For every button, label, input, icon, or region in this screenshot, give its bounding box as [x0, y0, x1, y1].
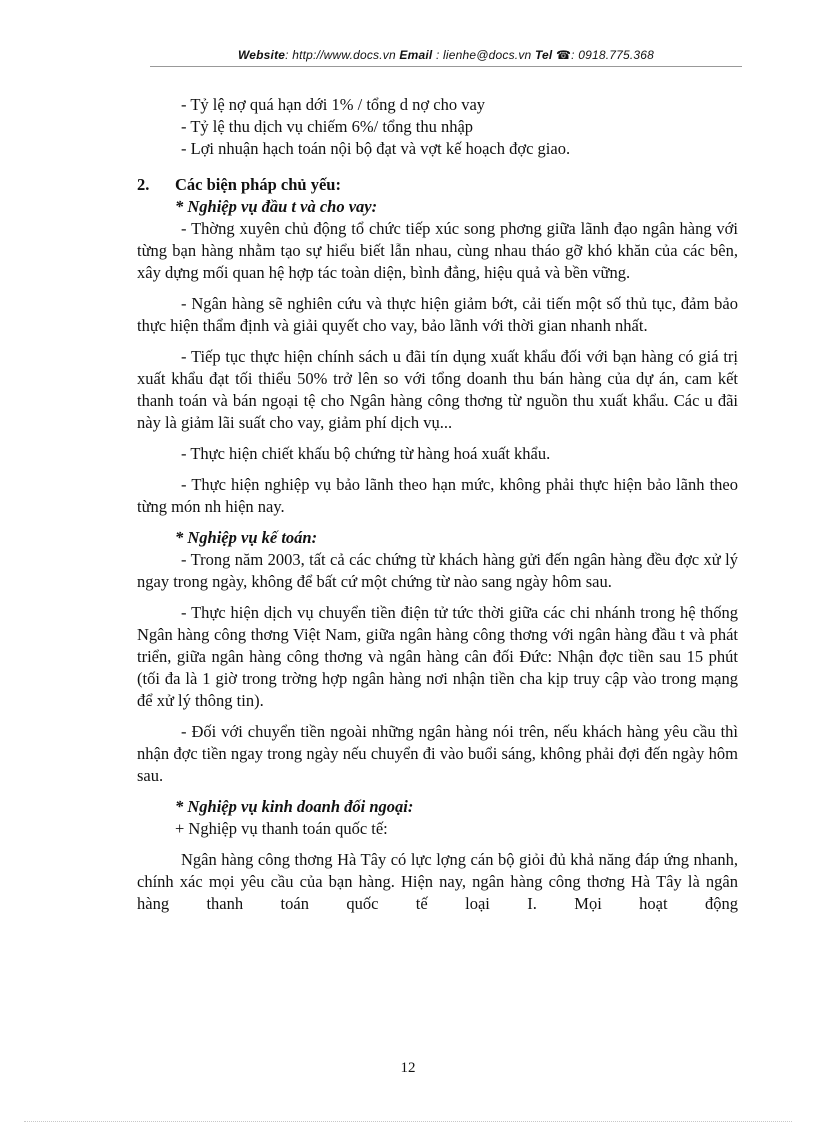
- page-number: 12: [400, 1060, 416, 1076]
- paragraph: - Tiếp tục thực hiện chính sách u đãi tín dụng xuất khẩu đối với bạn hàng có giá trị xuất khẩu đạt tối thiểu 50% trở lên so với tổng doanh thu bán hàng của dự án, cam kết thanh toán và bán ngoại tệ cho Ngân hàng công thơng từ nguồn thu xuất khẩu. Các u đãi này là giảm lãi suất cho vay, giảm phí dịch vụ...: [137, 347, 738, 432]
- subheading-foreign-business: * Nghiệp vụ kinh doanh đối ngoại:: [175, 797, 414, 816]
- tel-value: : 0918.775.368: [571, 48, 655, 62]
- paragraph: - Trong năm 2003, tất cả các chứng từ khách hàng gửi đến ngân hàng đều đợc xử lý ngay trong ngày, không để bất cứ một chứng từ nào sang ngày hôm sau.: [137, 550, 738, 591]
- subheading-investment: * Nghiệp vụ đầu t và cho vay:: [175, 197, 378, 216]
- paragraph: - Thực hiện nghiệp vụ bảo lãnh theo hạn mức, không phải thực hiện bảo lãnh theo từng món nh hiện nay.: [137, 475, 738, 516]
- footer-divider: [24, 1121, 792, 1122]
- list-item: - Tỷ lệ thu dịch vụ chiếm 6%/ tổng thu nhập: [181, 117, 474, 136]
- paragraph: - Đối với chuyển tiền ngoài những ngân hàng nói trên, nếu khách hàng yêu cầu thì nhận đợc tiền ngay trong ngày nếu chuyển đi vào buổi sáng, không phải đợi đến ngày hôm sau.: [137, 722, 738, 785]
- paragraph: + Nghiệp vụ thanh toán quốc tế:: [175, 819, 388, 838]
- paragraph: - Thờng xuyên chủ động tổ chức tiếp xúc song phơng giữa lãnh đạo ngân hàng với từng bạn hàng nhằm tạo sự hiểu biết lẫn nhau, cùng nhau tháo gỡ khó khăn của các bên, xây dựng mối quan hệ hợp tác toàn diện, bình đẳng, hiệu quả và bền vững.: [137, 219, 738, 282]
- section-title: Các biện pháp chủ yếu:: [175, 175, 341, 194]
- list-item: - Tỷ lệ nợ quá hạn dới 1% / tổng d nợ cho vay: [181, 95, 486, 114]
- paragraph: - Thực hiện chiết khấu bộ chứng từ hàng hoá xuất khẩu.: [181, 444, 551, 463]
- header-divider: [150, 66, 742, 67]
- document-body: [137, 94, 738, 915]
- list-item: - Lợi nhuận hạch toán nội bộ đạt và vợt kế hoạch đợc giao.: [181, 139, 571, 158]
- paragraph: Ngân hàng công thơng Hà Tây có lực lợng cán bộ giỏi đủ khả năng đáp ứng nhanh, chính xác mọi yêu cầu của bạn hàng. Hiện nay, ngân hàng công thơng Hà Tây là ngân hàng thanh toán quốc tế loại I. Mọi hoạt động: [137, 850, 738, 913]
- paragraph: - Thực hiện dịch vụ chuyển tiền điện tử tức thời giữa các chi nhánh trong hệ thống Ngân hàng công thơng Việt Nam, giữa ngân hàng công thơng với ngân hàng đầu t và phát triển, giữa ngân hàng công thơng và ngân hàng cân đối Đức: Nhận đợc tiền sau 15 phút (tối đa là 1 giờ trong trờng hợp ngân hàng nơi nhận tiền cha kịp truy cập vào trong mạng để xử lý thông tin).: [137, 603, 738, 710]
- section-number: 2.: [137, 175, 150, 194]
- paragraph: - Ngân hàng sẽ nghiên cứu và thực hiện giảm bớt, cải tiến một số thủ tục, đảm bảo thực hiện thẩm định và giải quyết cho vay, bảo lãnh với thời gian nhanh nhất.: [137, 294, 738, 335]
- section-heading: [137, 174, 738, 196]
- website-value: : http://www.docs.vn: [285, 48, 396, 62]
- email-value: : lienhe@docs.vn: [435, 48, 532, 62]
- subheading-accounting: * Nghiệp vụ kế toán:: [175, 528, 318, 547]
- page-header: [150, 48, 742, 62]
- email-label: Email: [399, 48, 433, 62]
- tel-label: Tel ☎: [534, 48, 572, 62]
- website-label: Website: [237, 48, 286, 62]
